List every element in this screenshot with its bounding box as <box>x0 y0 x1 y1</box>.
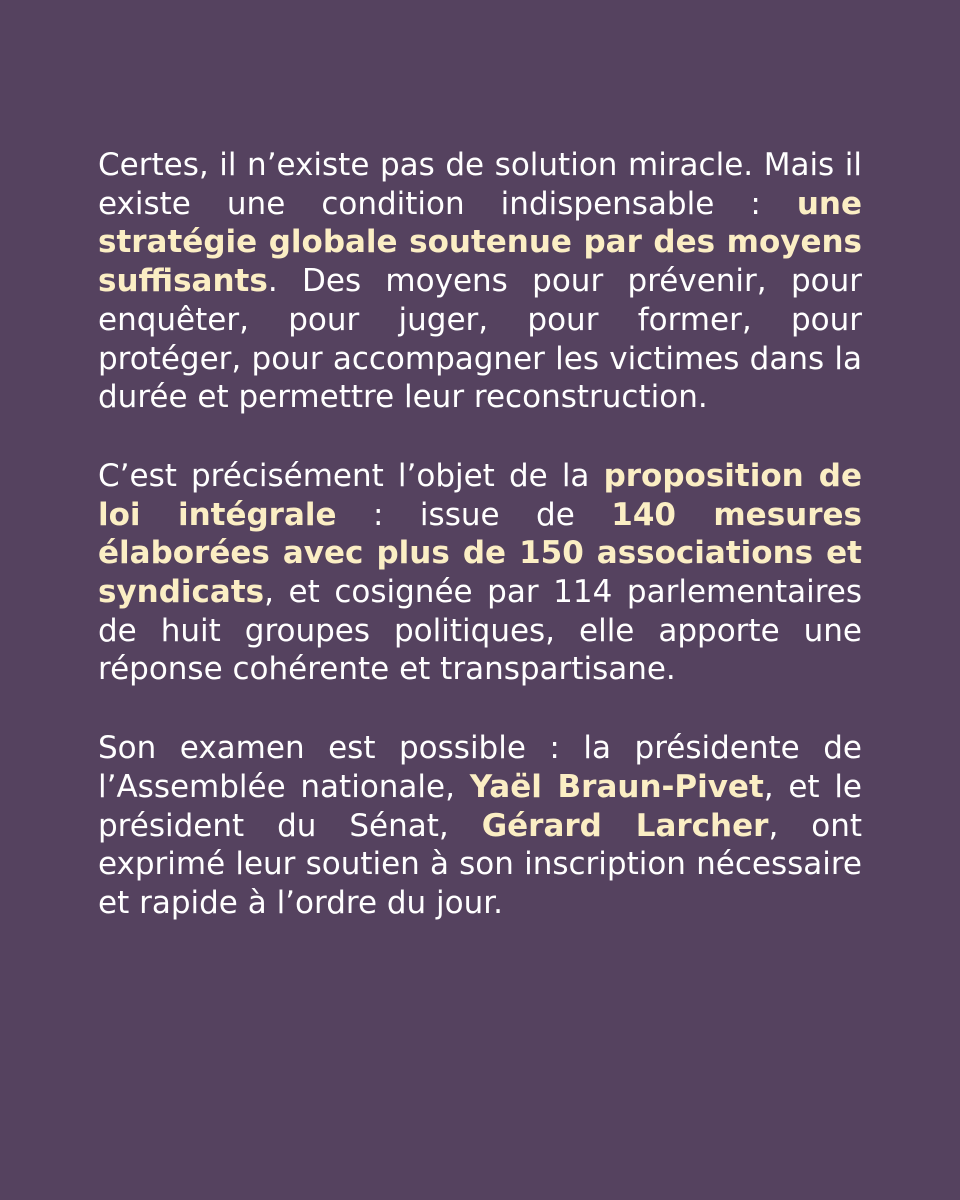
highlight-text: 140 mesures élaborées avec plus de 150 associations et syndicats <box>98 496 862 611</box>
paragraph-text: : issue de <box>336 496 612 533</box>
highlight-text: Yaël Braun-Pivet <box>469 768 764 805</box>
highlight-text: une stratégie globale soutenue par des moyens suffisants <box>98 185 862 300</box>
paragraph-text: Certes, il n’existe pas de solution miracle. Mais il existe une condition indispensable : <box>98 147 862 222</box>
paragraph-text: , et le président du Sénat, <box>98 768 862 844</box>
body-text <box>98 146 862 923</box>
paragraph-examination <box>98 729 862 923</box>
paragraph-strategy <box>98 146 862 417</box>
highlight-text: proposition de loi intégrale <box>98 457 862 533</box>
paragraph-text: . Des moyens pour prévenir, pour enquêter, pour juger, pour former, pour protéger, pour accompagner les victimes dans la durée et permettre leur reconstruction. <box>98 263 862 416</box>
highlight-text: Gérard Larcher <box>481 807 769 844</box>
paragraph-text: Son examen est possible : la présidente de l’Assemblée nationale, <box>98 730 862 805</box>
paragraph-text: , ont exprimé leur soutien à son inscription nécessaire et rapide à l’ordre du jour. <box>98 807 863 921</box>
paragraph-law-proposal <box>98 457 862 689</box>
paragraph-text: , et cosignée par 114 parlementaires de huit groupes politiques, elle apporte une réponse cohérente et transpartisane. <box>98 574 862 688</box>
paragraph-text: C’est précisément l’objet de la <box>98 457 604 494</box>
